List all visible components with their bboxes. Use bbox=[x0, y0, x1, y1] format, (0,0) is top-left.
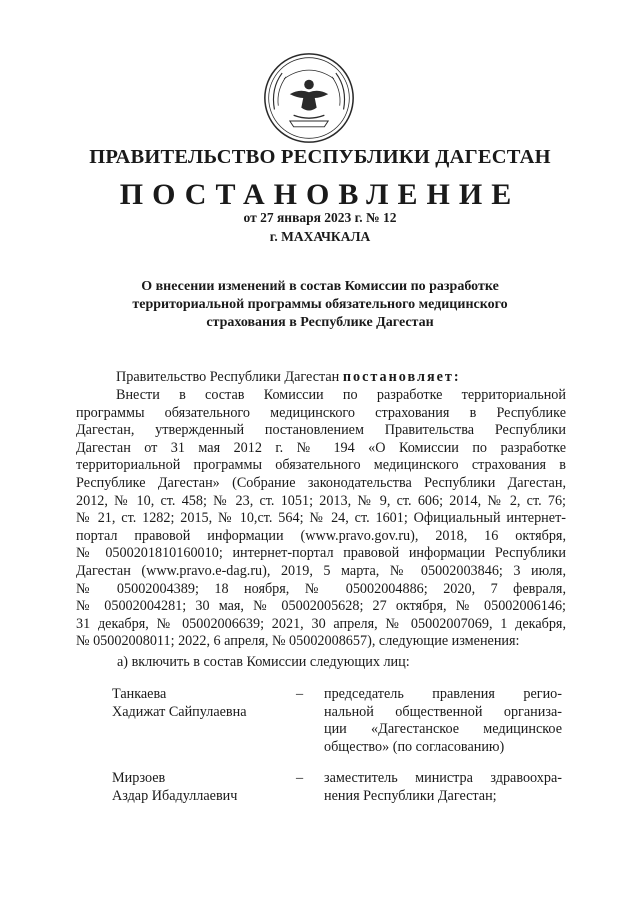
body-line: Дагестан от 31 мая 2012 г. № 194 «О Комиссии по разработке bbox=[76, 439, 566, 456]
body-line: программы обязательного медицинского страхования в Республике bbox=[76, 404, 566, 421]
issue-city: г. МАХАЧКАЛА bbox=[269, 229, 371, 244]
document-type-heading: ПОСТАНОВЛЕНИЕ bbox=[119, 178, 521, 211]
title-line: О внесении изменений в состав Комиссии по разработке bbox=[141, 279, 499, 294]
title-line: страхования в Республике Дагестан bbox=[206, 315, 434, 330]
title-line: территориальной программы обязательного медицинского bbox=[132, 297, 508, 312]
document-title bbox=[90, 278, 550, 332]
body-line: Дагестан (www.pravo.e-dag.ru), 2019, 5 марта, № 05002003846; 3 июля, bbox=[76, 562, 566, 579]
body-line: Внести в состав Комиссии по разработке территориальной bbox=[116, 387, 566, 403]
body-line: № 05002004281; 30 мая, № 05002005628; 27 октября, № 05002006146; bbox=[76, 598, 566, 615]
enacting-verb: постановляет: bbox=[342, 369, 461, 385]
body-line: № 21, ст. 1282; 2015, № 10,ст. 564; № 24, ст. 1601; Официальный интернет- bbox=[76, 510, 566, 527]
body-line: территориальной программы обязательного медицинского страхования в bbox=[76, 457, 566, 474]
body-line: 2012, № 10, ст. 458; № 23, ст. 1051; 2013, № 9, ст. 606; 2014, № 2, ст. 76; bbox=[76, 492, 566, 509]
member-given-names: Аздар Ибадуллаевич bbox=[112, 787, 238, 804]
member-given-names: Хадижат Сайпулаевна bbox=[112, 703, 247, 720]
body-line: 31 декабря, № 05002006639; 2021, 30 апреля, № 05002007069, 1 декабря, bbox=[76, 615, 566, 632]
enacting-clause bbox=[116, 369, 461, 386]
role-line: заместитель министра здравоохра- bbox=[324, 770, 562, 786]
body-line: № 05002008011; 2022, 6 апреля, № 05002008657), следующие изменения: bbox=[76, 633, 520, 650]
role-line: общество» (по согласованию) bbox=[324, 738, 505, 755]
member-surname: Танкаева bbox=[112, 686, 167, 702]
member-role bbox=[324, 770, 562, 805]
body-paragraph bbox=[76, 387, 566, 651]
body-line: № 0500201810160010; интернет-портал правовой информации Республики bbox=[76, 545, 566, 562]
body-line: Дагестан, утвержденный постановлением Правительства Республики bbox=[76, 422, 566, 439]
body-line: портал правовой информации (www.pravo.gov.ru), 2018, 16 октября, bbox=[76, 527, 566, 544]
role-line: председатель правления регио- bbox=[324, 686, 562, 702]
member-dash: – bbox=[296, 770, 304, 786]
member-name bbox=[112, 770, 302, 805]
subitem-a: а) включить в состав Комиссии следующих лиц: bbox=[117, 654, 410, 670]
decree-date-number: от 27 января 2023 г. № 12 bbox=[243, 210, 397, 225]
body-line: № 05002004389; 18 ноября, № 05002004886; 2020, 7 февраля, bbox=[76, 580, 566, 597]
member-surname: Мирзоев bbox=[112, 770, 166, 786]
role-line: нальной общественной организа- bbox=[324, 703, 562, 720]
role-line: ции «Дагестанское медицинское bbox=[324, 721, 562, 738]
enacting-text: Правительство Республики Дагестан bbox=[116, 369, 343, 385]
role-line: нения Республики Дагестан; bbox=[324, 787, 497, 804]
government-heading: ПРАВИТЕЛЬСТВО РЕСПУБЛИКИ ДАГЕСТАН bbox=[89, 146, 551, 168]
member-dash: – bbox=[296, 686, 304, 702]
body-line: Республике Дагестан» (Собрание законодательства Республики Дагестан, bbox=[76, 474, 566, 491]
coat-of-arms-eagle-icon bbox=[261, 50, 357, 146]
member-name bbox=[112, 686, 302, 721]
member-role bbox=[324, 686, 562, 756]
